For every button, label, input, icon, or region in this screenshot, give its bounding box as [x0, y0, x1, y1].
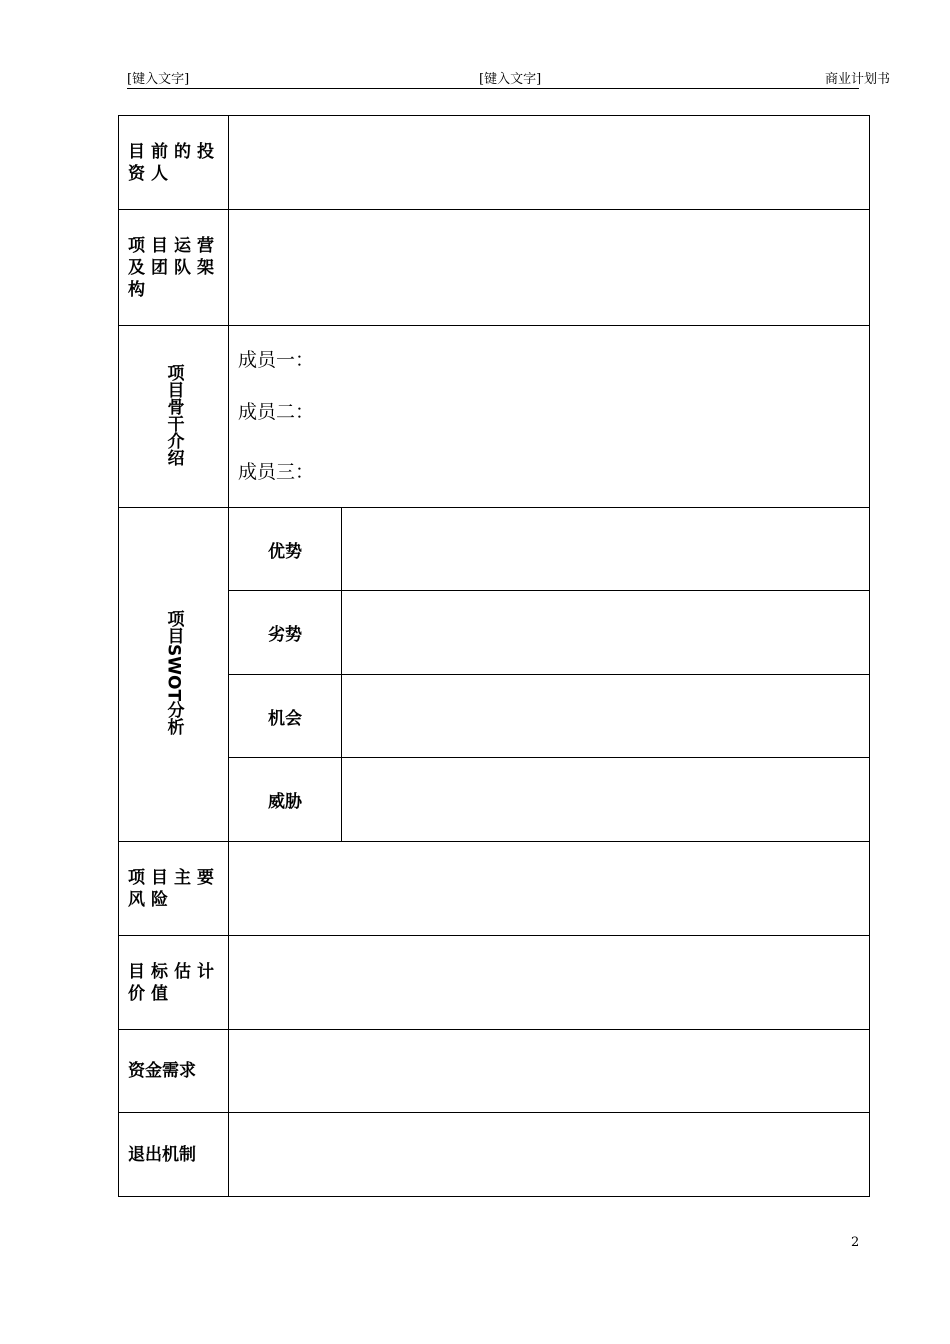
members-field[interactable] [229, 326, 870, 508]
member-three: 成员三： [238, 461, 315, 483]
row-label-funding-needs: 资金需求 [119, 1030, 229, 1113]
page-header [127, 66, 891, 89]
member-two: 成员二： [238, 401, 315, 423]
table-row [119, 326, 870, 508]
business-plan-table [118, 115, 870, 1197]
row-label-target-value: 目标估计价值 [119, 936, 229, 1030]
operation-team-field[interactable] [229, 210, 870, 326]
table-row [119, 508, 870, 591]
target-value-field[interactable] [229, 936, 870, 1030]
swot-opportunities-field[interactable] [342, 675, 870, 758]
row-label-exit-mechanism: 退出机制 [119, 1113, 229, 1197]
row-label-key-members-cell [119, 326, 229, 508]
member-one: 成员一： [238, 349, 315, 371]
swot-strengths-field[interactable] [342, 508, 870, 591]
row-label-key-members: 项目骨干介绍 [163, 363, 184, 466]
table-row [119, 1113, 870, 1197]
row-label-swot-cell [119, 508, 229, 842]
row-label-operation-team: 项目运营及团队架构 [119, 210, 229, 326]
table-row [119, 116, 870, 210]
table-row [119, 758, 870, 842]
swot-weaknesses-label: 劣势 [229, 591, 342, 675]
table-row [119, 591, 870, 675]
header-center-placeholder[interactable]: [键入文字] [479, 72, 542, 87]
swot-weaknesses-field[interactable] [342, 591, 870, 675]
row-label-swot: 项目SWOT分析 [163, 609, 184, 736]
page-number: 2 [851, 1235, 860, 1250]
swot-strengths-label: 优势 [229, 508, 342, 591]
table-row [119, 675, 870, 758]
table-row [119, 842, 870, 936]
table-row [119, 210, 870, 326]
row-label-investors: 目前的投资人 [119, 116, 229, 210]
row-label-main-risks: 项目主要风险 [119, 842, 229, 936]
investors-field[interactable] [229, 116, 870, 210]
exit-mechanism-field[interactable] [229, 1113, 870, 1197]
header-left-placeholder[interactable]: [键入文字] [127, 72, 190, 87]
main-risks-field[interactable] [229, 842, 870, 936]
swot-threats-field[interactable] [342, 758, 870, 842]
table-row [119, 1030, 870, 1113]
funding-needs-field[interactable] [229, 1030, 870, 1113]
header-doc-title: 商业计划书 [825, 72, 891, 87]
swot-opportunities-label: 机会 [229, 675, 342, 758]
table-row [119, 936, 870, 1030]
swot-threats-label: 威胁 [229, 758, 342, 842]
